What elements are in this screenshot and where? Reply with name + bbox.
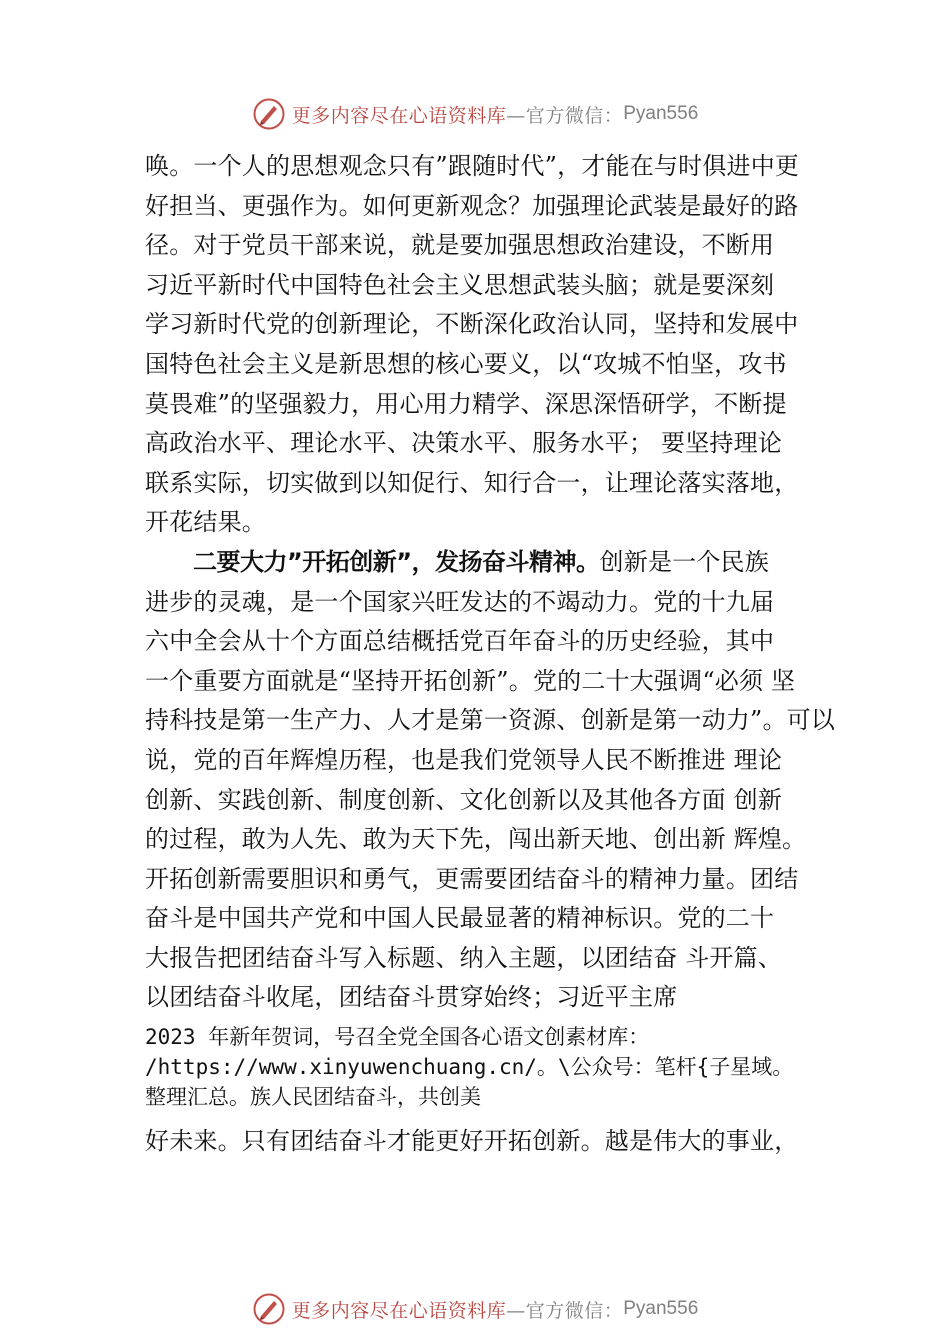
mono-text-line: 整理汇总。族人民团结奋斗，共创美 xyxy=(145,1085,481,1110)
footer-watermark-banner xyxy=(0,1289,950,1329)
banner-main-text: 更多内容尽在心语资料库 xyxy=(291,104,507,127)
text-line: 奋斗是中国共产党和中国人民最显著的精神标识。党的二十 xyxy=(145,904,775,933)
pen-logo-icon xyxy=(252,1292,286,1326)
banner-sub-text: —官方微信： xyxy=(506,104,624,127)
text-line: 径。对于党员干部来说，就是要加强思想政治建设，不断用 xyxy=(145,231,775,260)
text-line: 习近平新时代中国特色社会主义思想武装头脑；就是要深刻 xyxy=(145,270,775,299)
document-body xyxy=(145,147,835,1162)
text-line: 持科技是第一生产力、人才是第一资源、创新是第一动力”。可以 xyxy=(145,706,836,735)
text-line: 开拓创新需要胆识和勇气，更需要团结奋斗的精神力量。团结 xyxy=(145,864,799,893)
text-line: 创新、实践创新、制度创新、文化创新以及其他各方面 创新 xyxy=(145,785,783,814)
text-line: 进步的灵魂，是一个国家兴旺发达的不竭动力。党的十九届 xyxy=(145,587,775,616)
text-line: 唤。一个人的思想观念只有”跟随时代”，才能在与时俱进中更 xyxy=(145,152,800,180)
text-line: 一个重要方面就是“坚持开拓创新”。党的二十大强调“必须 坚 xyxy=(145,666,796,695)
text-line: 高政治水平、理论水平、决策水平、服务水平； 要坚持理论 xyxy=(145,429,783,458)
text-line: 联系实际，切实做到以知促行、知行合一，让理论落实落地， xyxy=(145,468,799,497)
banner-sub-text: —官方微信： xyxy=(506,1299,624,1322)
paragraph-heading: 二要大力”开拓创新”，发扬奋斗精神。 xyxy=(193,547,600,576)
text-line: 大报告把团结奋斗写入标题、纳入主题，以团结奋 斗开篇、 xyxy=(145,943,783,972)
banner-wechat-id: Pyan556 xyxy=(623,103,699,124)
banner-main-text: 更多内容尽在心语资料库 xyxy=(291,1299,507,1322)
text-line: 好担当、更强作为。如何更新观念？加强理论武装是最好的路 xyxy=(145,191,799,220)
mono-text-line: /https://www.xinyuwenchuang.cn/。\公众号：笔杆{子星域。 xyxy=(145,1055,794,1080)
pen-logo-icon xyxy=(252,97,286,131)
text-line: 的过程，敢为人先、敢为天下先，闯出新天地、创出新 辉煌。 xyxy=(145,825,807,854)
text-line: 以团结奋斗收尾，团结奋斗贯穿始终；习近平主席 xyxy=(145,983,678,1012)
text-line: 说，党的百年辉煌历程，也是我们党领导人民不断推进 理论 xyxy=(145,745,783,774)
header-watermark-banner xyxy=(0,94,950,134)
banner-wechat-id: Pyan556 xyxy=(623,1298,699,1319)
paragraph-heading-line xyxy=(145,543,835,583)
inserted-watermark-block xyxy=(145,1022,835,1112)
text-line: 六中全会从十个方面总结概括党百年奋斗的历史经验，其中 xyxy=(145,627,775,656)
text-line: 国特色社会主义是新思想的核心要义，以“攻城不怕坚，攻书 xyxy=(145,349,787,378)
text-line: 学习新时代党的创新理论，不断深化政治认同，坚持和发展中 xyxy=(145,310,799,339)
text-line: 好未来。只有团结奋斗才能更好开拓创新。越是伟大的事业， xyxy=(145,1127,799,1156)
text-line: 莫畏难”的坚强毅力，用心用力精学、深思深悟研学，不断提 xyxy=(145,389,787,418)
text-line: 开花结果。 xyxy=(145,508,266,537)
mono-text-line: 2023 年新年贺词，号召全党全国各心语文创素材库： xyxy=(145,1025,650,1050)
heading-line-rest: 创新是一个民族 xyxy=(599,547,769,576)
